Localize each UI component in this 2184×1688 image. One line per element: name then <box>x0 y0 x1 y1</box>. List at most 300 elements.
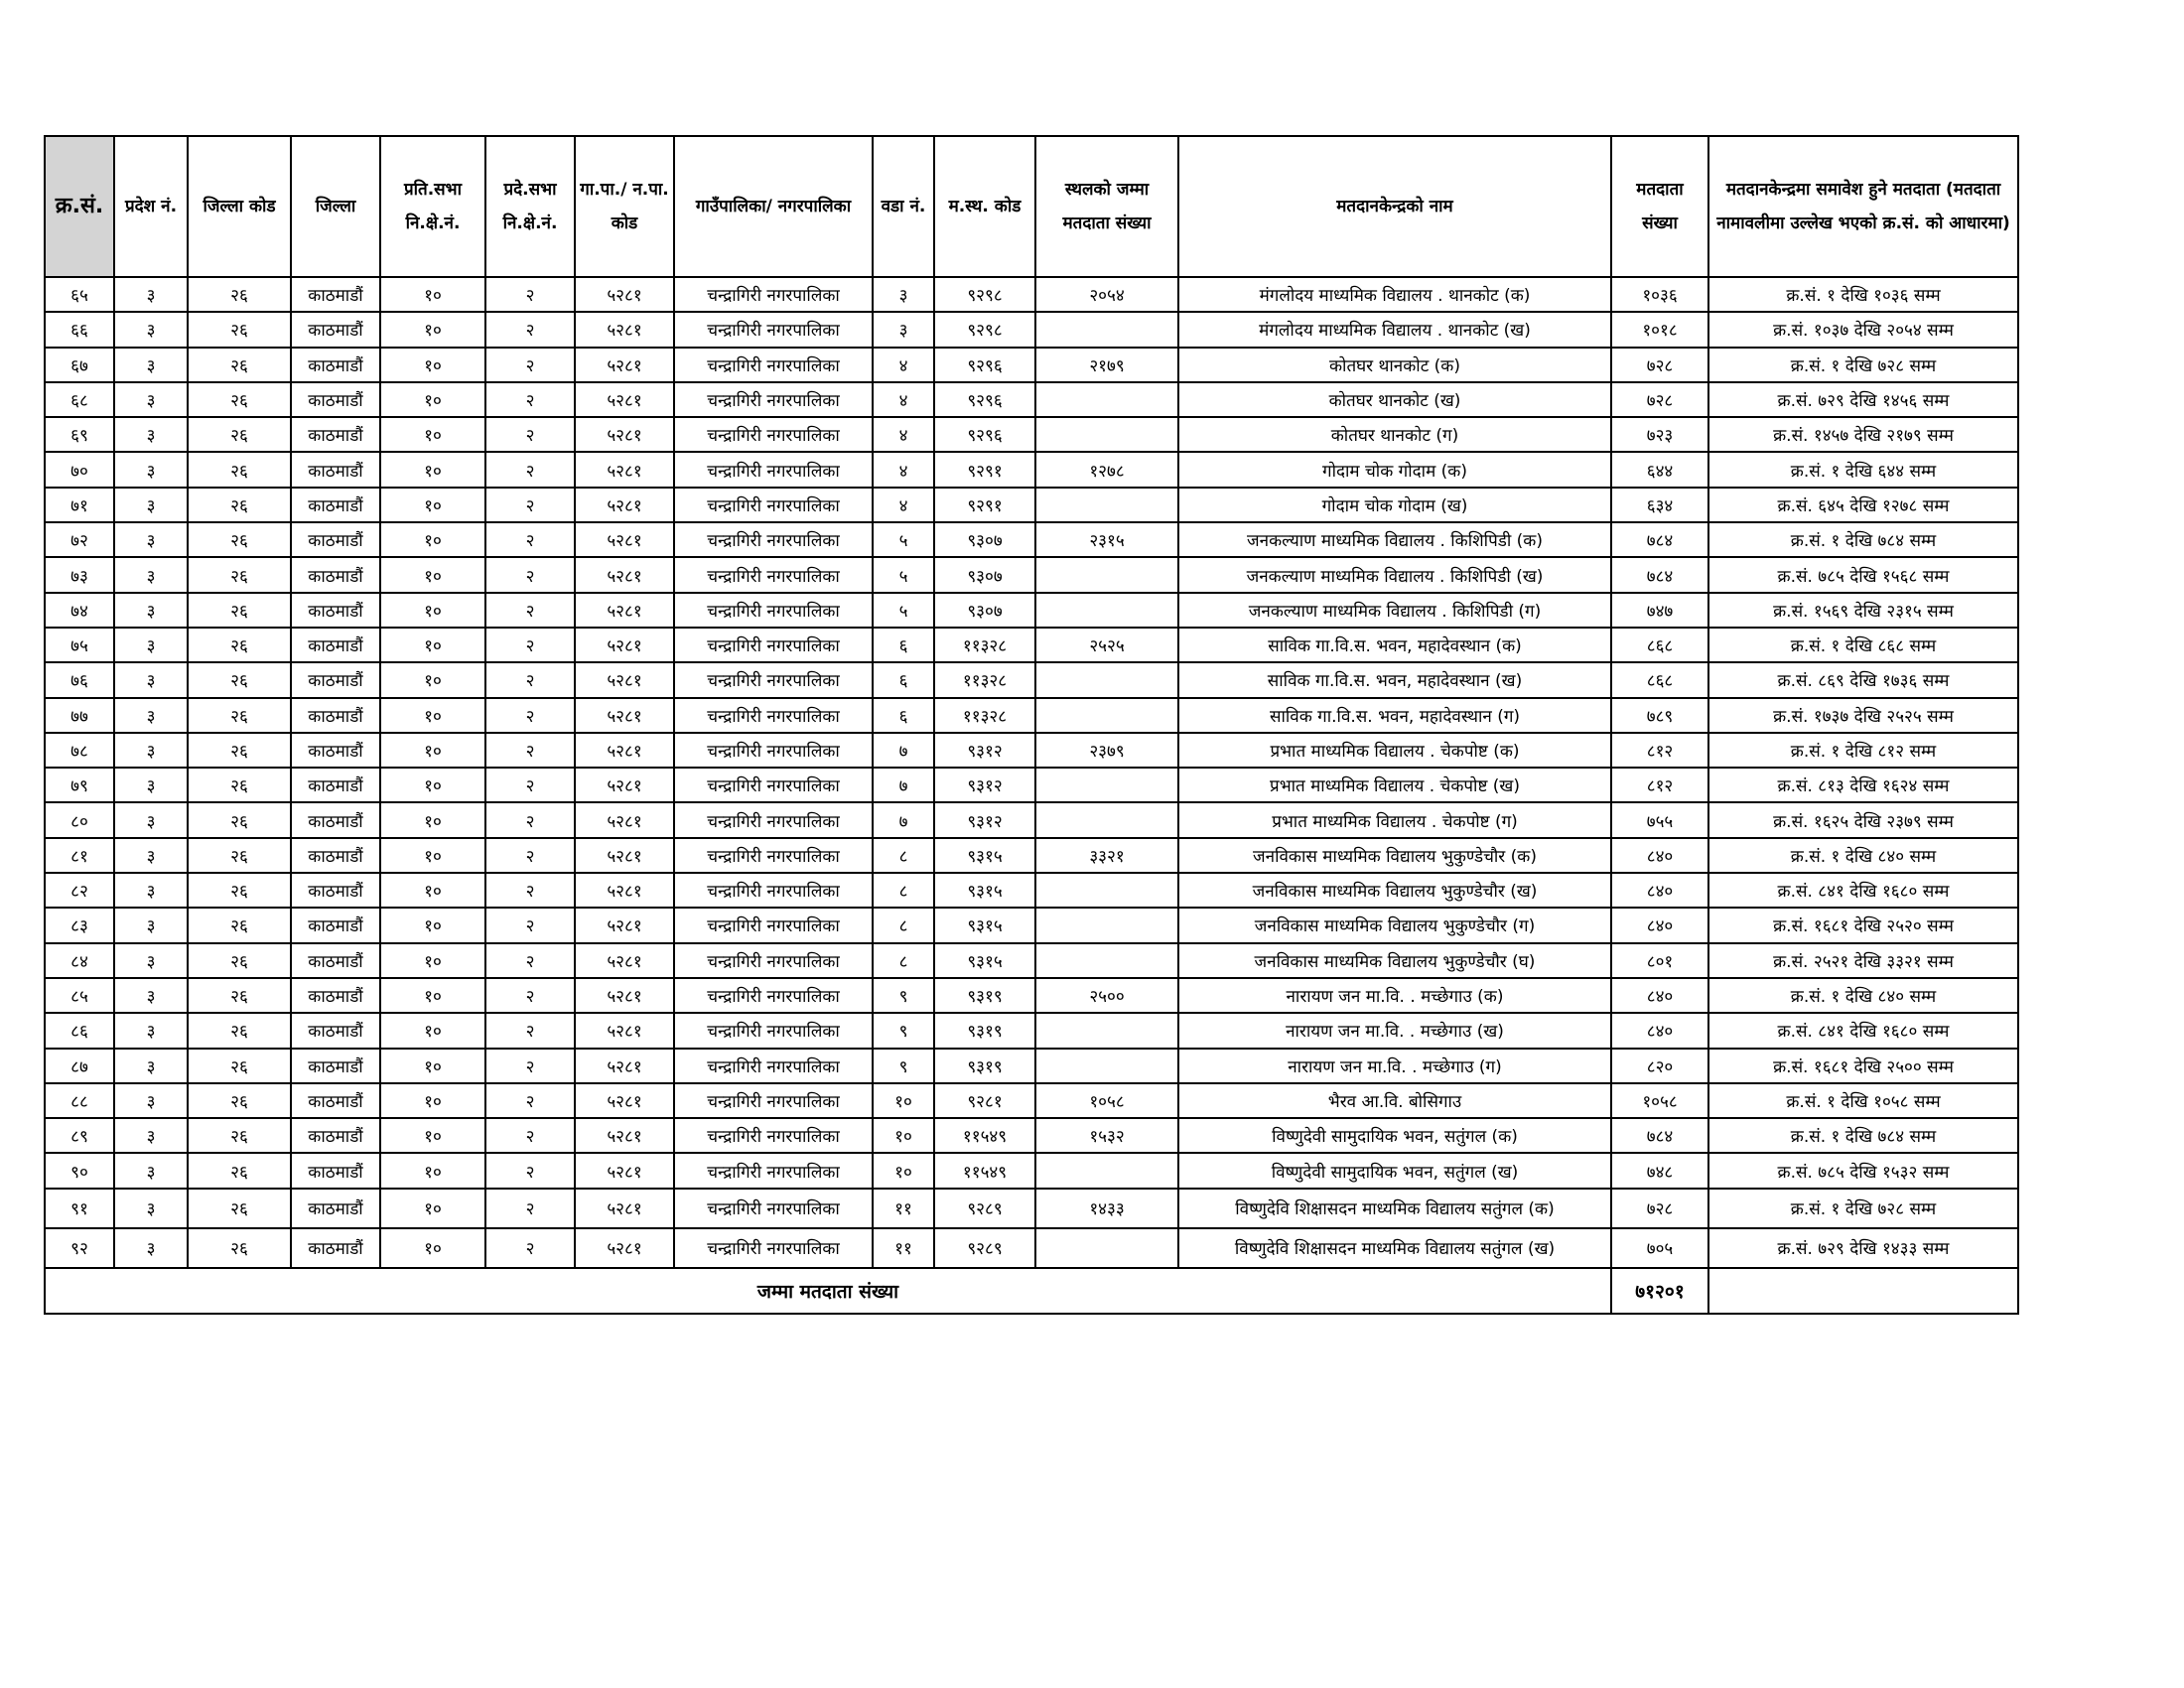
cell-ward: १० <box>873 1083 934 1118</box>
table-row <box>45 733 2018 768</box>
cell-center-code: ९३१५ <box>934 873 1035 908</box>
cell-pa-constituency: २ <box>485 557 575 592</box>
header-ward: वडा नं. <box>873 136 934 277</box>
cell-center-code: ९२९८ <box>934 312 1035 347</box>
cell-site-total-voters <box>1035 1049 1178 1083</box>
cell-pa-constituency: २ <box>485 348 575 382</box>
table-row <box>45 557 2018 592</box>
cell-ward: ४ <box>873 348 934 382</box>
cell-pa-constituency: २ <box>485 417 575 452</box>
table-row <box>45 1049 2018 1083</box>
cell-voter-range: क्र.सं. १ देखि १०५८ सम्म <box>1708 1083 2018 1118</box>
cell-ward: १० <box>873 1118 934 1153</box>
cell-serial: ६८ <box>45 382 114 417</box>
cell-hor-constituency: १० <box>380 978 485 1013</box>
cell-center-name: जनविकास माध्यमिक विद्यालय भुकुण्डेचौर (घ) <box>1178 943 1611 978</box>
cell-district-code: २६ <box>188 908 291 942</box>
cell-province: ३ <box>114 943 188 978</box>
cell-pa-constituency: २ <box>485 978 575 1013</box>
cell-municipality-code: ५२८१ <box>575 628 674 662</box>
cell-hor-constituency: १० <box>380 1083 485 1118</box>
cell-municipality: चन्द्रागिरी नगरपालिका <box>674 382 873 417</box>
cell-province: ३ <box>114 838 188 873</box>
cell-serial: ७९ <box>45 768 114 802</box>
cell-municipality-code: ५२८१ <box>575 838 674 873</box>
cell-ward: ६ <box>873 628 934 662</box>
cell-center-code: ९३१५ <box>934 838 1035 873</box>
cell-district: काठमाडौं <box>291 802 380 837</box>
cell-district-code: २६ <box>188 1153 291 1188</box>
cell-center-code: ९२९६ <box>934 417 1035 452</box>
cell-hor-constituency: १० <box>380 1189 485 1228</box>
cell-voter-count: ८१२ <box>1611 733 1708 768</box>
cell-hor-constituency: १० <box>380 1153 485 1188</box>
cell-province: ३ <box>114 908 188 942</box>
cell-municipality-code: ५२८१ <box>575 1118 674 1153</box>
cell-municipality-code: ५२८१ <box>575 908 674 942</box>
cell-ward: ४ <box>873 382 934 417</box>
cell-municipality: चन्द्रागिरी नगरपालिका <box>674 628 873 662</box>
cell-municipality: चन्द्रागिरी नगरपालिका <box>674 557 873 592</box>
cell-serial: ६५ <box>45 277 114 312</box>
cell-district: काठमाडौं <box>291 873 380 908</box>
cell-serial: ८४ <box>45 943 114 978</box>
cell-voter-count: ८६८ <box>1611 662 1708 697</box>
cell-center-code: ९२८१ <box>934 1083 1035 1118</box>
cell-center-code: ११३२८ <box>934 698 1035 733</box>
cell-center-name: प्रभात माध्यमिक विद्यालय . चेकपोष्ट (ग) <box>1178 802 1611 837</box>
cell-voter-count: १०५८ <box>1611 1083 1708 1118</box>
cell-pa-constituency: २ <box>485 838 575 873</box>
cell-center-code: ९३१९ <box>934 978 1035 1013</box>
cell-municipality: चन्द्रागिरी नगरपालिका <box>674 593 873 628</box>
cell-hor-constituency: १० <box>380 943 485 978</box>
cell-center-code: ९३०७ <box>934 522 1035 557</box>
cell-center-name: जनविकास माध्यमिक विद्यालय भुकुण्डेचौर (क) <box>1178 838 1611 873</box>
cell-serial: ७२ <box>45 522 114 557</box>
cell-voter-range: क्र.सं. ८१३ देखि १६२४ सम्म <box>1708 768 2018 802</box>
cell-pa-constituency: २ <box>485 488 575 522</box>
cell-municipality-code: ५२८१ <box>575 802 674 837</box>
cell-serial: ७६ <box>45 662 114 697</box>
cell-municipality-code: ५२८१ <box>575 1228 674 1268</box>
voter-center-sheet <box>44 135 2017 1315</box>
cell-center-name: नारायण जन मा.वि. . मच्छेगाउ (क) <box>1178 978 1611 1013</box>
cell-district-code: २६ <box>188 1049 291 1083</box>
cell-center-code: ११५४९ <box>934 1118 1035 1153</box>
cell-voter-range: क्र.सं. १ देखि १०३६ सम्म <box>1708 277 2018 312</box>
cell-province: ३ <box>114 277 188 312</box>
cell-municipality-code: ५२८१ <box>575 943 674 978</box>
cell-hor-constituency: १० <box>380 488 485 522</box>
header-province: प्रदेश नं. <box>114 136 188 277</box>
cell-serial: ६६ <box>45 312 114 347</box>
cell-voter-range: क्र.सं. ८४१ देखि १६८० सम्म <box>1708 873 2018 908</box>
table-row <box>45 1013 2018 1048</box>
cell-voter-range: क्र.सं. ८६९ देखि १७३६ सम्म <box>1708 662 2018 697</box>
cell-province: ३ <box>114 768 188 802</box>
cell-municipality: चन्द्रागिरी नगरपालिका <box>674 908 873 942</box>
cell-municipality: चन्द्रागिरी नगरपालिका <box>674 277 873 312</box>
cell-district: काठमाडौं <box>291 1083 380 1118</box>
cell-voter-range: क्र.सं. १७३७ देखि २५२५ सम्म <box>1708 698 2018 733</box>
table-row <box>45 488 2018 522</box>
cell-ward: ८ <box>873 943 934 978</box>
cell-district: काठमाडौं <box>291 382 380 417</box>
cell-municipality-code: ५२८१ <box>575 417 674 452</box>
cell-province: ३ <box>114 557 188 592</box>
cell-province: ३ <box>114 1013 188 1048</box>
cell-ward: ५ <box>873 593 934 628</box>
cell-municipality-code: ५२८१ <box>575 768 674 802</box>
cell-hor-constituency: १० <box>380 662 485 697</box>
cell-voter-range: क्र.सं. १ देखि ६४४ सम्म <box>1708 452 2018 487</box>
cell-ward: ७ <box>873 768 934 802</box>
total-value: ७१२०१ <box>1611 1268 1708 1314</box>
cell-site-total-voters <box>1035 1013 1178 1048</box>
cell-municipality-code: ५२८१ <box>575 593 674 628</box>
cell-hor-constituency: १० <box>380 1013 485 1048</box>
cell-center-name: जनविकास माध्यमिक विद्यालय भुकुण्डेचौर (ख) <box>1178 873 1611 908</box>
header-municipality: गाउँपालिका/ नगरपालिका <box>674 136 873 277</box>
cell-voter-range: क्र.सं. १ देखि ८४० सम्म <box>1708 978 2018 1013</box>
cell-center-code: ९२८९ <box>934 1228 1035 1268</box>
cell-pa-constituency: २ <box>485 382 575 417</box>
cell-district: काठमाडौं <box>291 348 380 382</box>
cell-municipality-code: ५२८१ <box>575 1189 674 1228</box>
cell-voter-count: ७४७ <box>1611 593 1708 628</box>
table-row <box>45 452 2018 487</box>
table-row <box>45 1118 2018 1153</box>
cell-center-code: ११५४९ <box>934 1153 1035 1188</box>
cell-province: ३ <box>114 452 188 487</box>
cell-district: काठमाडौं <box>291 768 380 802</box>
cell-voter-count: ७२८ <box>1611 382 1708 417</box>
cell-municipality-code: ५२८१ <box>575 662 674 697</box>
table-row <box>45 1228 2018 1268</box>
cell-serial: ८७ <box>45 1049 114 1083</box>
cell-district: काठमाडौं <box>291 978 380 1013</box>
cell-serial: ८९ <box>45 1118 114 1153</box>
table-row <box>45 593 2018 628</box>
table-row <box>45 698 2018 733</box>
cell-district: काठमाडौं <box>291 662 380 697</box>
cell-voter-count: ८४० <box>1611 978 1708 1013</box>
cell-district: काठमाडौं <box>291 1153 380 1188</box>
cell-province: ३ <box>114 1049 188 1083</box>
cell-center-name: जनकल्याण माध्यमिक विद्यालय . किशिपिडी (ग) <box>1178 593 1611 628</box>
cell-municipality: चन्द्रागिरी नगरपालिका <box>674 698 873 733</box>
cell-district-code: २६ <box>188 417 291 452</box>
cell-district-code: २६ <box>188 1189 291 1228</box>
cell-province: ३ <box>114 802 188 837</box>
cell-municipality-code: ५२८१ <box>575 1153 674 1188</box>
table-row <box>45 802 2018 837</box>
cell-district: काठमाडौं <box>291 452 380 487</box>
cell-municipality-code: ५२८१ <box>575 873 674 908</box>
cell-ward: ९ <box>873 978 934 1013</box>
cell-municipality: चन्द्रागिरी नगरपालिका <box>674 1228 873 1268</box>
cell-voter-count: ८४० <box>1611 1013 1708 1048</box>
cell-municipality: चन्द्रागिरी नगरपालिका <box>674 662 873 697</box>
cell-district: काठमाडौं <box>291 698 380 733</box>
cell-pa-constituency: २ <box>485 452 575 487</box>
cell-hor-constituency: १० <box>380 382 485 417</box>
cell-province: ३ <box>114 1083 188 1118</box>
cell-ward: ८ <box>873 873 934 908</box>
cell-district-code: २६ <box>188 557 291 592</box>
cell-district-code: २६ <box>188 978 291 1013</box>
cell-ward: ७ <box>873 802 934 837</box>
total-label: जम्मा मतदाता संख्या <box>45 1268 1611 1314</box>
cell-province: ३ <box>114 488 188 522</box>
cell-pa-constituency: २ <box>485 628 575 662</box>
cell-pa-constituency: २ <box>485 1118 575 1153</box>
cell-hor-constituency: १० <box>380 802 485 837</box>
cell-district-code: २६ <box>188 348 291 382</box>
cell-center-name: जनविकास माध्यमिक विद्यालय भुकुण्डेचौर (ग) <box>1178 908 1611 942</box>
cell-voter-count: ७५५ <box>1611 802 1708 837</box>
cell-serial: ७३ <box>45 557 114 592</box>
cell-serial: ६७ <box>45 348 114 382</box>
cell-municipality: चन्द्रागिरी नगरपालिका <box>674 348 873 382</box>
cell-site-total-voters: १४३३ <box>1035 1189 1178 1228</box>
cell-municipality: चन्द्रागिरी नगरपालिका <box>674 417 873 452</box>
cell-site-total-voters <box>1035 488 1178 522</box>
table-row <box>45 1189 2018 1228</box>
cell-center-code: ११३२८ <box>934 628 1035 662</box>
cell-serial: ९० <box>45 1153 114 1188</box>
cell-serial: ९१ <box>45 1189 114 1228</box>
cell-province: ३ <box>114 1228 188 1268</box>
cell-voter-count: ८४० <box>1611 908 1708 942</box>
cell-municipality: चन्द्रागिरी नगरपालिका <box>674 312 873 347</box>
cell-serial: ७८ <box>45 733 114 768</box>
cell-voter-count: ७८४ <box>1611 557 1708 592</box>
header-pa-constituency: प्रदे.सभा नि.क्षे.नं. <box>485 136 575 277</box>
cell-hor-constituency: १० <box>380 277 485 312</box>
cell-pa-constituency: २ <box>485 873 575 908</box>
cell-municipality: चन्द्रागिरी नगरपालिका <box>674 1049 873 1083</box>
header-voter-count: मतदाता संख्या <box>1611 136 1708 277</box>
cell-voter-range: क्र.सं. १६८१ देखि २५२० सम्म <box>1708 908 2018 942</box>
table-row <box>45 662 2018 697</box>
cell-voter-range: क्र.सं. ७२९ देखि १४३३ सम्म <box>1708 1228 2018 1268</box>
cell-district: काठमाडौं <box>291 417 380 452</box>
cell-site-total-voters <box>1035 312 1178 347</box>
cell-pa-constituency: २ <box>485 768 575 802</box>
cell-municipality-code: ५२८१ <box>575 733 674 768</box>
cell-voter-count: १०१८ <box>1611 312 1708 347</box>
cell-pa-constituency: २ <box>485 522 575 557</box>
header-hor-constituency: प्रति.सभा नि.क्षे.नं. <box>380 136 485 277</box>
cell-site-total-voters <box>1035 768 1178 802</box>
cell-pa-constituency: २ <box>485 277 575 312</box>
cell-serial: ७५ <box>45 628 114 662</box>
cell-serial: ७४ <box>45 593 114 628</box>
cell-municipality: चन्द्रागिरी नगरपालिका <box>674 1013 873 1048</box>
cell-province: ३ <box>114 382 188 417</box>
cell-district-code: २६ <box>188 698 291 733</box>
cell-voter-count: ७८९ <box>1611 698 1708 733</box>
table-row <box>45 522 2018 557</box>
cell-voter-range: क्र.सं. १ देखि ८४० सम्म <box>1708 838 2018 873</box>
cell-district-code: २६ <box>188 802 291 837</box>
cell-ward: ४ <box>873 488 934 522</box>
cell-center-code: ११३२८ <box>934 662 1035 697</box>
cell-province: ३ <box>114 1118 188 1153</box>
cell-province: ३ <box>114 662 188 697</box>
cell-center-name: मंगलोदय माध्यमिक विद्यालय . थानकोट (क) <box>1178 277 1611 312</box>
cell-hor-constituency: १० <box>380 452 485 487</box>
cell-province: ३ <box>114 1153 188 1188</box>
cell-voter-count: ८२० <box>1611 1049 1708 1083</box>
cell-ward: ११ <box>873 1189 934 1228</box>
polling-center-table <box>44 135 2019 1315</box>
cell-voter-count: ८४० <box>1611 838 1708 873</box>
cell-voter-range: क्र.सं. १ देखि ८६८ सम्म <box>1708 628 2018 662</box>
cell-district: काठमाडौं <box>291 1049 380 1083</box>
cell-district-code: २६ <box>188 488 291 522</box>
cell-municipality-code: ५२८१ <box>575 698 674 733</box>
cell-ward: ६ <box>873 698 934 733</box>
cell-voter-count: ७८४ <box>1611 522 1708 557</box>
cell-pa-constituency: २ <box>485 662 575 697</box>
cell-district-code: २६ <box>188 628 291 662</box>
cell-ward: ४ <box>873 417 934 452</box>
header-row <box>45 136 2018 277</box>
cell-province: ३ <box>114 628 188 662</box>
cell-district: काठमाडौं <box>291 1228 380 1268</box>
cell-hor-constituency: १० <box>380 522 485 557</box>
cell-center-code: ९२९८ <box>934 277 1035 312</box>
cell-province: ३ <box>114 348 188 382</box>
cell-municipality: चन्द्रागिरी नगरपालिका <box>674 733 873 768</box>
cell-voter-count: ८६८ <box>1611 628 1708 662</box>
cell-ward: ९ <box>873 1049 934 1083</box>
cell-hor-constituency: १० <box>380 698 485 733</box>
cell-center-code: ९३१५ <box>934 908 1035 942</box>
cell-district: काठमाडौं <box>291 1013 380 1048</box>
cell-hor-constituency: १० <box>380 1228 485 1268</box>
cell-site-total-voters <box>1035 908 1178 942</box>
cell-voter-count: ८०१ <box>1611 943 1708 978</box>
cell-municipality: चन्द्रागिरी नगरपालिका <box>674 1153 873 1188</box>
cell-site-total-voters <box>1035 417 1178 452</box>
cell-center-name: प्रभात माध्यमिक विद्यालय . चेकपोष्ट (क) <box>1178 733 1611 768</box>
cell-serial: ९२ <box>45 1228 114 1268</box>
cell-hor-constituency: १० <box>380 348 485 382</box>
header-district: जिल्ला <box>291 136 380 277</box>
cell-site-total-voters <box>1035 593 1178 628</box>
cell-province: ३ <box>114 733 188 768</box>
cell-municipality-code: ५२८१ <box>575 382 674 417</box>
cell-district-code: २६ <box>188 522 291 557</box>
cell-hor-constituency: १० <box>380 1118 485 1153</box>
cell-center-name: साविक गा.वि.स. भवन, महादेवस्थान (ग) <box>1178 698 1611 733</box>
cell-municipality: चन्द्रागिरी नगरपालिका <box>674 802 873 837</box>
cell-ward: ३ <box>873 312 934 347</box>
cell-district-code: २६ <box>188 733 291 768</box>
table-row <box>45 417 2018 452</box>
cell-serial: ८६ <box>45 1013 114 1048</box>
cell-site-total-voters <box>1035 382 1178 417</box>
cell-center-name: विष्णुदेवी सामुदायिक भवन, सतुंगल (ख) <box>1178 1153 1611 1188</box>
cell-district-code: २६ <box>188 838 291 873</box>
cell-center-code: ९२९६ <box>934 382 1035 417</box>
cell-center-code: ९२८९ <box>934 1189 1035 1228</box>
cell-municipality: चन्द्रागिरी नगरपालिका <box>674 943 873 978</box>
cell-site-total-voters: १२७८ <box>1035 452 1178 487</box>
cell-center-name: कोतघर थानकोट (क) <box>1178 348 1611 382</box>
header-district-code: जिल्ला कोड <box>188 136 291 277</box>
cell-district: काठमाडौं <box>291 628 380 662</box>
cell-district-code: २६ <box>188 768 291 802</box>
cell-center-name: विष्णुदेवि शिक्षासदन माध्यमिक विद्यालय सतुंगल (ख) <box>1178 1228 1611 1268</box>
cell-center-name: गोदाम चोक गोदाम (ख) <box>1178 488 1611 522</box>
cell-municipality-code: ५२८१ <box>575 277 674 312</box>
header-center-code: म.स्थ. कोड <box>934 136 1035 277</box>
total-row <box>45 1268 2018 1314</box>
cell-province: ३ <box>114 873 188 908</box>
cell-hor-constituency: १० <box>380 733 485 768</box>
cell-voter-range: क्र.सं. १ देखि ७२८ सम्म <box>1708 348 2018 382</box>
table-row <box>45 908 2018 942</box>
cell-municipality: चन्द्रागिरी नगरपालिका <box>674 873 873 908</box>
cell-site-total-voters <box>1035 873 1178 908</box>
cell-district-code: २६ <box>188 593 291 628</box>
cell-hor-constituency: १० <box>380 873 485 908</box>
cell-site-total-voters: ३३२१ <box>1035 838 1178 873</box>
cell-municipality-code: ५२८१ <box>575 522 674 557</box>
cell-district: काठमाडौं <box>291 1118 380 1153</box>
cell-pa-constituency: २ <box>485 593 575 628</box>
cell-pa-constituency: २ <box>485 1228 575 1268</box>
total-empty-cell <box>1708 1268 2018 1314</box>
cell-voter-range: क्र.सं. ७८५ देखि १५६८ सम्म <box>1708 557 2018 592</box>
cell-province: ३ <box>114 522 188 557</box>
cell-hor-constituency: १० <box>380 593 485 628</box>
cell-hor-constituency: १० <box>380 557 485 592</box>
cell-center-name: विष्णुदेवि शिक्षासदन माध्यमिक विद्यालय सतुंगल (क) <box>1178 1189 1611 1228</box>
table-row <box>45 978 2018 1013</box>
cell-voter-range: क्र.सं. ८४१ देखि १६८० सम्म <box>1708 1013 2018 1048</box>
cell-center-name: नारायण जन मा.वि. . मच्छेगाउ (ख) <box>1178 1013 1611 1048</box>
cell-municipality-code: ५२८१ <box>575 312 674 347</box>
cell-center-name: कोतघर थानकोट (ग) <box>1178 417 1611 452</box>
cell-site-total-voters <box>1035 698 1178 733</box>
cell-center-code: ९३१२ <box>934 733 1035 768</box>
cell-municipality: चन्द्रागिरी नगरपालिका <box>674 1118 873 1153</box>
cell-hor-constituency: १० <box>380 768 485 802</box>
cell-voter-count: ६३४ <box>1611 488 1708 522</box>
table-row <box>45 382 2018 417</box>
cell-municipality-code: ५२८१ <box>575 978 674 1013</box>
cell-province: ३ <box>114 593 188 628</box>
cell-center-name: विष्णुदेवी सामुदायिक भवन, सतुंगल (क) <box>1178 1118 1611 1153</box>
cell-district-code: २६ <box>188 277 291 312</box>
cell-municipality-code: ५२८१ <box>575 1049 674 1083</box>
header-center-name: मतदानकेन्द्रको नाम <box>1178 136 1611 277</box>
cell-center-name: गोदाम चोक गोदाम (क) <box>1178 452 1611 487</box>
cell-pa-constituency: २ <box>485 802 575 837</box>
cell-province: ३ <box>114 978 188 1013</box>
cell-district: काठमाडौं <box>291 908 380 942</box>
cell-district-code: २६ <box>188 1013 291 1048</box>
cell-province: ३ <box>114 312 188 347</box>
cell-district-code: २६ <box>188 382 291 417</box>
cell-voter-range: क्र.सं. १ देखि ७२८ सम्म <box>1708 1189 2018 1228</box>
